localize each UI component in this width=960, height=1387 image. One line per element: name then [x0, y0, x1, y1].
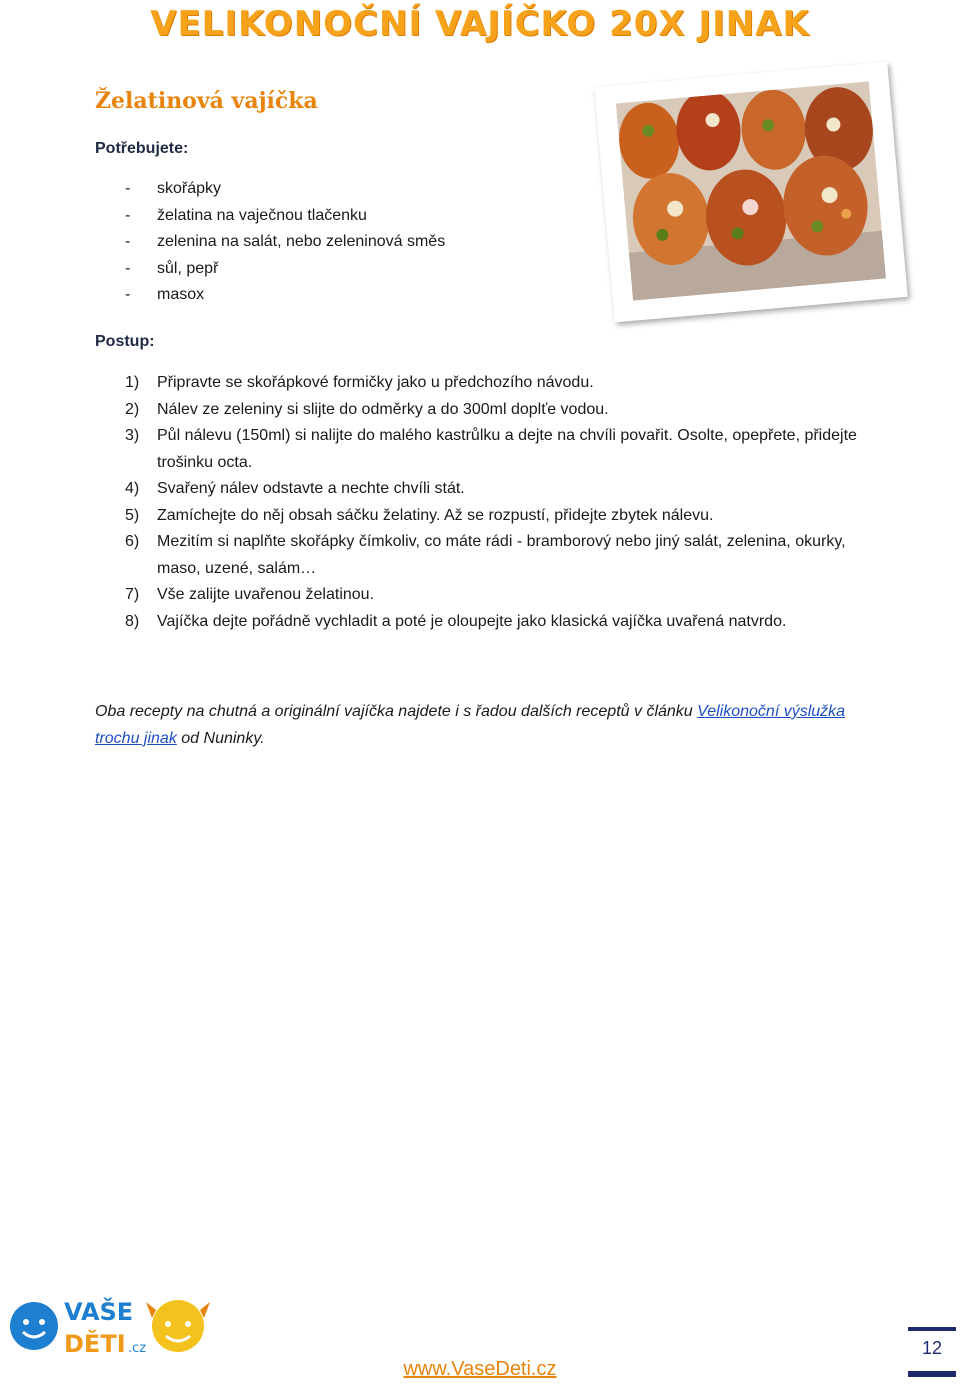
logo-suffix: .cz [128, 1341, 147, 1356]
note-text: Oba recepty na chutná a originální vajíčka najdete i s řadou dalších receptů v článku [95, 703, 698, 720]
ingredient-text: masox [157, 286, 205, 303]
list-item [125, 207, 445, 234]
list-item [125, 529, 865, 582]
recipe-title: Želatinová vajíčka [95, 88, 318, 114]
bullet-dash: - [125, 233, 131, 250]
step-text: Vajíčka dejte pořádně vychladit a poté je oloupejte jako klasická vajíčka uvařená natvrdo. [157, 612, 787, 630]
logo-top-text: VAŠE [64, 1298, 134, 1326]
footer-url[interactable]: www.VaseDeti.cz [403, 1358, 557, 1380]
step-text: Vše zalijte uvařenou želatinou. [157, 586, 375, 603]
vasedeti-logo [6, 1290, 216, 1360]
list-item [125, 423, 865, 476]
step-number: 8) [125, 612, 140, 630]
step-number: 4) [125, 480, 140, 497]
step-text: Půl nálevu (150ml) si nalijte do malého kastrůlku a dejte na chvíli povařit. Osolte, opepřete, přidejte trošinku octa. [157, 427, 857, 471]
step-text: Zamíchejte do něj obsah sáčku želatiny. Až se rozpustí, přidejte zbytek nálevu. [157, 506, 714, 524]
bullet-dash: - [125, 206, 131, 224]
page-banner: VELIKONOČNÍ VAJÍČKO 20X JINAK [150, 4, 810, 44]
step-number: 6) [125, 533, 140, 550]
ingredient-text: želatina na vaječnou tlačenku [157, 206, 367, 224]
page-number: 12 [908, 1327, 956, 1371]
list-item [125, 233, 445, 260]
bullet-dash: - [125, 286, 131, 303]
step-number: 7) [125, 586, 140, 603]
step-number: 2) [125, 400, 140, 418]
list-item [125, 397, 865, 424]
ingredient-text: sůl, pepř [157, 259, 219, 277]
bullet-dash: - [125, 259, 131, 277]
list-item [125, 260, 445, 287]
step-text: Připravte se skořápkové formičky jako u předchozího návodu. [157, 374, 594, 391]
list-item [125, 503, 865, 530]
list-item [125, 609, 865, 636]
photo-image [616, 81, 886, 300]
ingredient-text: zelenina na salát, nebo zeleninová směs [157, 233, 446, 250]
steps-list [125, 370, 865, 635]
list-item [125, 370, 865, 397]
eggs-photo [594, 62, 907, 323]
step-number: 5) [125, 506, 140, 524]
bullet-dash: - [125, 180, 131, 197]
step-text: Mezitím si naplňte skořápky čímkoliv, co máte rádi - bramborový nebo jiný salát, zelenina, okurky, maso, uzené, salám… [157, 533, 846, 577]
list-item [125, 286, 445, 313]
article-link[interactable]: Velikonoční výslužka trochu jinak [95, 703, 846, 747]
logo-bottom-text: DĚTI [64, 1330, 126, 1358]
ingredients-heading: Potřebujete: [95, 140, 189, 157]
step-number: 3) [125, 427, 140, 444]
recipe-note [95, 698, 855, 752]
ingredients-list [125, 180, 445, 313]
step-text: Nálev ze zeleniny si slijte do odměrky a do 300ml doplťe vodou. [157, 400, 609, 418]
note-text-end: od Nuninky. [176, 730, 265, 747]
list-item [125, 582, 865, 609]
steps-heading: Postup: [95, 333, 155, 350]
step-number: 1) [125, 374, 140, 391]
step-text: Svařený nálev odstavte a nechte chvíli stát. [157, 480, 465, 497]
list-item [125, 476, 865, 503]
ingredient-text: skořápky [157, 180, 222, 197]
list-item [125, 180, 445, 207]
